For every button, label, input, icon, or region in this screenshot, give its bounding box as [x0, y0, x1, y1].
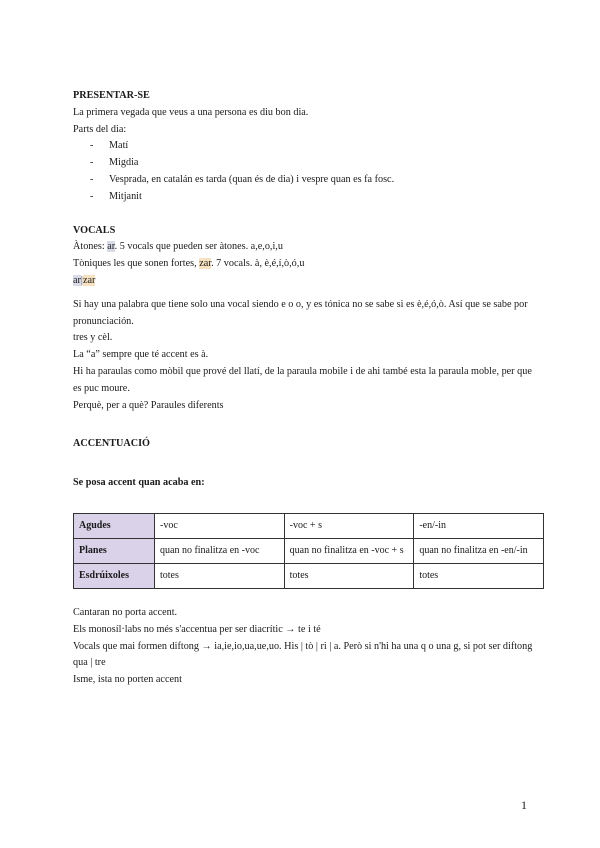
list-item: - Migdia [73, 155, 533, 172]
dash-bullet-icon: - [90, 190, 94, 202]
highlight-orange: zar [199, 258, 212, 270]
highlight-blue: ar [107, 241, 115, 253]
table-cell: -voc [155, 513, 285, 538]
paragraph-atones: Àtones: ar. 5 vocals que pueden ser àtones. a,e,o,i,u [73, 241, 283, 253]
paragraph-toniques: Tòniques les que sonen fortes, zar. 7 vocals. à, è,é,í,ò,ó,u [73, 258, 305, 270]
list-item: - Vesprada, en catalán es tarda (quan és de dia) i vespre quan es fa fosc. [73, 172, 533, 189]
paragraph: Parts del dia: [73, 123, 127, 135]
syllable-example: ar|zar [73, 274, 96, 286]
table-cell: totes [284, 563, 414, 588]
list-item: - Mitjanit [73, 189, 533, 206]
highlight-orange: zar [82, 274, 96, 286]
section-title-vocals: VOCALS [73, 224, 116, 236]
dash-bullet-icon: - [90, 173, 94, 185]
paragraph: La primera vegada que veus a una persona es diu bon dia. [73, 106, 309, 118]
paragraph: La “a” sempre que té accent es à. [73, 349, 209, 361]
row-header: Planes [74, 538, 155, 563]
subtitle: Se posa accent quan acaba en: [73, 477, 205, 489]
page-number: 1 [521, 798, 527, 812]
row-header: Agudes [74, 513, 155, 538]
paragraph: Isme, ista no porten accent [73, 674, 182, 686]
table-cell: totes [155, 563, 285, 588]
section-title-presentar: PRESENTAR-SE [73, 90, 150, 101]
list-item: - Matí [73, 138, 533, 155]
paragraph: Perquè, per a què? Paraules diferents [73, 399, 224, 411]
highlight-blue: ar [73, 274, 81, 286]
table-cell: quan no finalitza en -voc + s [284, 538, 414, 563]
row-header: Esdrúixoles [74, 563, 155, 588]
paragraph: tres y cèl. [73, 332, 113, 344]
paragraph: Si hay una palabra que tiene solo una vocal siendo e o o, y es tónica no se sabe si es è,é,ó,ò. Así que se sabe por pronunciación. [73, 298, 528, 327]
paragraph: Cantaran no porta accent. [73, 606, 178, 618]
bullet-list-parts-of-day [73, 138, 533, 205]
document-body [73, 88, 533, 689]
table-row [74, 538, 544, 563]
table-row [74, 513, 544, 538]
table-cell: -voc + s [284, 513, 414, 538]
table-cell: -en/-in [414, 513, 544, 538]
dash-bullet-icon: - [90, 140, 94, 152]
dash-bullet-icon: - [90, 157, 94, 169]
table-row [74, 563, 544, 588]
accent-rules-table [73, 513, 544, 589]
section-title-accentuacio: ACCENTUACIÓ [73, 438, 150, 450]
paragraph: Hi ha paraulas como mòbil que prové del llatí, de la paraula mobile i de ahi també esta la paraula moble, per que es puc moure. [73, 365, 532, 394]
table-cell: quan no finalitza en -en/-in [414, 538, 544, 563]
table-cell: quan no finalitza en -voc [155, 538, 285, 563]
paragraph: Vocals que mai formen diftong → ia,ie,io,ua,ue,uo. His | tò | ri | a. Però si n'hi ha una q o una g, si pot ser diftong qua | tre [73, 640, 533, 669]
table-cell: totes [414, 563, 544, 588]
paragraph: Els monosíl·labs no més s'accentua per ser diacrític → te i té [73, 623, 321, 635]
